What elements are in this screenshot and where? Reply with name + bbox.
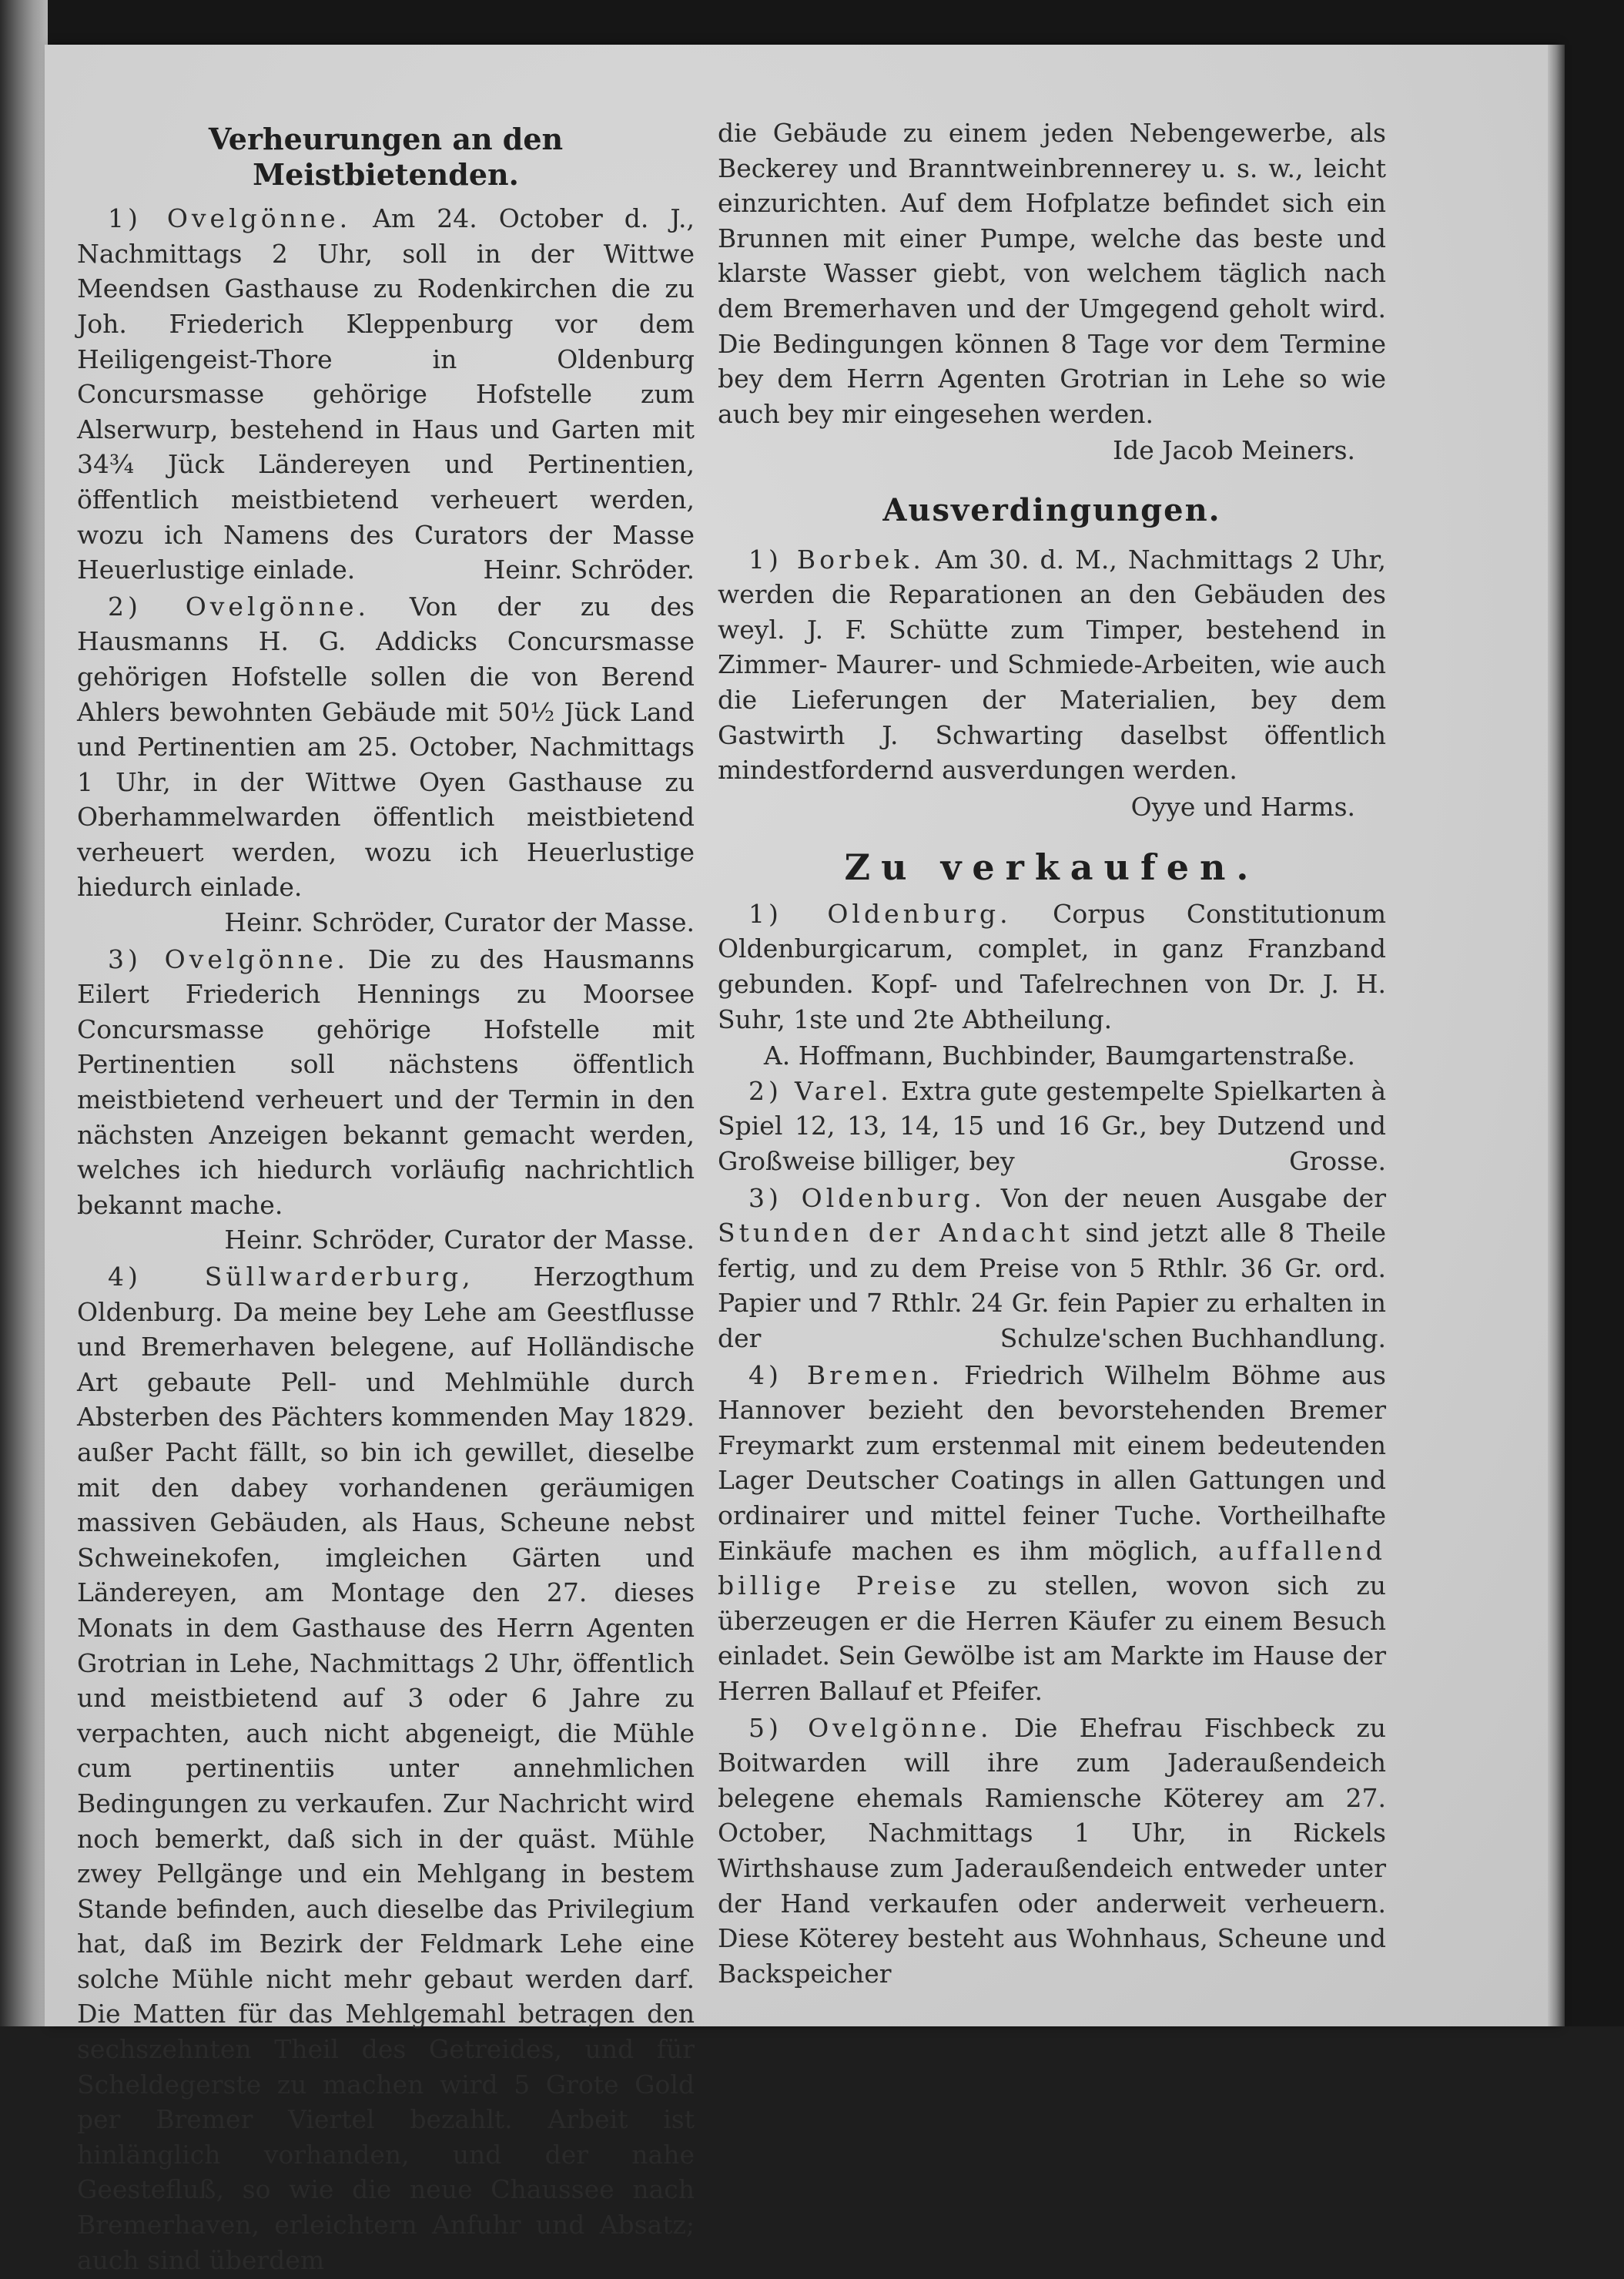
notice-text: Von der neuen Ausgabe der xyxy=(1000,1182,1386,1213)
sale-1 xyxy=(718,897,1386,1037)
notice-text: Die Ehefrau Fischbeck zu Boitwarden will ihre zum Jaderaußendeich belegene ehemals Ramiensche Köterey am 27. October, Nachmittags 1 Uhr, in Rickels Wirthshause zum Jaderaußendeich entweder unter der Hand verkaufen oder anderweit verheuern. Diese Köterey besteht aus Wohnhaus, Scheune und Backspeicher xyxy=(718,1712,1386,1989)
notice-text: Herzogthum Oldenburg. Da meine bey Lehe am Geestflusse und Bremerhaven belegene, auf Holländische Art gebaute Pell- und Mehlmühle durch Absterben des Pächters kommenden May 1829. außer Pacht fällt, so bin ich gewillet, dieselbe mit den dabey vorhandenen geräumigen massiven Gebäuden, als Haus, Scheune nebst Schweinekofen, imgleichen Gärten und Ländereyen, am Montage den 27. dieses Monats in dem Gasthause des Herrn Agenten Grotrian in Lehe, Nachmittags 2 Uhr, öffentlich und meistbietend auf 3 oder 6 Jahre zu verpachten, auch nicht abgeneigt, die Mühle cum pertinentiis unter annehmlichen Bedingungen zu verkaufen. Zur Nachricht wird noch bemerkt, daß sich in der quäst. Mühle zwey Pellgänge und ein Mehlgang in bestem Stande befinden, auch dieselbe das Privilegium hat, daß im Bezirk der Feldmark Lehe eine solche Mühle nicht mehr gebaut werden darf. Die Matten für das Mehlgemahl betragen den sechszehnten Theil des Getreides, und für Scheldegerste zu machen wird 5 Grote Gold per Bremer Viertel bezahlt. Arbeit ist hinlänglich vorhanden, und der nahe Geestefluß, so wie die neue Chaussee nach Bremerhaven, erleichtern Anfuhr und Absatz; auch sind überdem xyxy=(77,1262,695,2275)
notice-text: sind jetzt alle 8 Theile fertig, und zu dem Preise von 5 Rthlr. 36 Gr. ord. Papier und 7 Rthlr. 24 Gr. fein Papier zu erhalten in der xyxy=(718,1218,1386,1353)
notice-place: 1) Borbek. xyxy=(748,544,925,575)
notice-place: 4) Bremen. xyxy=(748,1359,943,1390)
sale-2 xyxy=(718,1074,1386,1179)
right-column xyxy=(718,116,1386,1992)
notice-4 xyxy=(77,1259,695,2277)
notice-place: 4) Süllwarderburg, xyxy=(108,1262,474,1292)
highlighted-title: Stunden der Andacht xyxy=(718,1218,1073,1248)
notice-signature: A. Hoffmann, Buchbinder, Baumgartenstraße. xyxy=(763,1041,1355,1071)
notice-place: 1) Oldenburg. xyxy=(748,898,1012,929)
sale-5 xyxy=(718,1711,1386,1992)
notice-place: 3) Ovelgönne. xyxy=(108,943,349,974)
notice-signature: Oyye und Harms. xyxy=(1130,791,1355,822)
notice-place: 2) Varel. xyxy=(748,1075,892,1106)
notice-text: Von der zu des Hausmanns H. G. Addicks Concursmasse gehörigen Hofstelle sollen die von Berend Ahlers bewohnten Gebäude mit 50½ Jück Land und Pertinentien am 25. October, Nachmittags 1 Uhr, in der Wittwe Oyen Gasthause zu Oberhammelwarden öffentlich meistbietend verheuert werden, wozu ich Heuerlustige hiedurch einlade. xyxy=(77,591,695,903)
notice-signature: Grosse. xyxy=(1289,1146,1386,1177)
notice-1 xyxy=(77,201,695,588)
notice-place: 1) Ovelgönne. xyxy=(108,203,352,234)
highlighted-phrase: auffallend billige Preise xyxy=(718,1535,1386,1601)
notice-text: Am 30. d. M., Nachmittags 2 Uhr, werden die Reparationen an den Gebäuden des weyl. J. F. Schütte zum Timper, bestehend in Zimmer- Maurer- und Schmiede-Arbeiten, wie auch die Lieferungen der Materialien, bey dem Gastwirth J. Schwarting daselbst öffentlich mindestfordernd ausverdungen werden. xyxy=(718,544,1386,786)
notice-text: Corpus Constitutionum Oldenburgicarum, complet, in ganz Franzband gebunden. Kopf- und Tafelrechnen von Dr. J. H. Suhr, 1ste und 2te Abtheilung. xyxy=(718,898,1386,1034)
notice-place: 2) Ovelgönne. xyxy=(108,591,370,622)
notice-signature: Heinr. Schröder, Curator der Masse. xyxy=(224,907,695,938)
left-column xyxy=(77,122,695,2279)
notice-place: 5) Ovelgönne. xyxy=(748,1712,993,1743)
notice-text: zu stellen, wovon sich zu überzeugen er die Herren Käufer zu einem Besuch einladet. Sein Gewölbe ist am Markte im Hause der Herren Ballauf et Pfeifer. xyxy=(718,1570,1387,1706)
ausverdingung-1 xyxy=(718,542,1386,788)
notice-text: Die zu des Hausmanns Eilert Friederich Hennings zu Moorsee Concursmasse gehörige Hofstelle mit Pertinentien soll nächstens öffentlich meistbietend verheuert und der Termin in den nächsten Anzeigen bekannt gemacht werden, welches ich hiedurch vorläufig nachrichtlich bekannt mache. xyxy=(77,943,695,1220)
section-heading-zu-verkaufen: Zu verkaufen. xyxy=(844,846,1260,889)
notice-text: Extra gute gestempelte Spielkarten à Spiel 12, 13, 14, 15 und 16 Gr., bey Dutzend und Großweise billiger, bey xyxy=(718,1075,1386,1177)
continuation-text xyxy=(718,116,1386,431)
notice-signature: Heinr. Schröder. xyxy=(483,555,695,585)
notice-3 xyxy=(77,942,695,1258)
notice-2 xyxy=(77,589,695,940)
page-fore-edge xyxy=(1548,45,1565,2026)
notice-signature: Heinr. Schröder, Curator der Masse. xyxy=(224,1225,695,1255)
notice-text: Am 24. October d. J., Nachmittags 2 Uhr, soll in der Wittwe Meendsen Gasthause zu Rodenkirchen die zu Joh. Friederich Kleppenburg vor dem Heiligengeist-Thore in Oldenburg Concursmasse gehörige Hofstelle zum Alserwurp, bestehend in Haus und Garten mit 34¾ Jück Ländereyen und Pertinentien, öffentlich meistbietend verheuert werden, wozu ich Namens des Curators der Masse Heuerlustige einlade. xyxy=(77,203,695,585)
sale-3 xyxy=(718,1181,1386,1356)
document-page xyxy=(45,45,1555,2275)
notice-signature: Schulze'schen Buchhandlung. xyxy=(1000,1323,1386,1353)
notice-text: Friedrich Wilhelm Böhme aus Hannover bezieht den bevorstehenden Bremer Freymarkt zum erstenmal mit einem bedeutenden Lager Deutscher Coatings in allen Gattungen und ordinairer und mittel feiner Tuche. Vortheilhafte Einkäufe machen es ihm möglich, xyxy=(718,1359,1386,1566)
section-heading-ausverdingungen: Ausverdingungen. xyxy=(882,491,1221,528)
notice-place: 3) Oldenburg. xyxy=(748,1182,986,1213)
notice-text: die Gebäude zu einem jeden Nebengewerbe, als Beckerey und Branntweinbrennerey u. s. w., leicht einzurichten. Auf dem Hofplatze befindet sich ein Brunnen mit einer Pumpe, welche das beste und klarste Wasser giebt, von welchem täglich nach dem Bremerhaven und der Umgegend geholt wird. Die Bedingungen können 8 Tage vor dem Termine bey dem Herrn Agenten Grotrian in Lehe so wie auch bey mir eingesehen werden. xyxy=(718,118,1386,429)
section-heading-verheurungen: Verheurungen an den Meistbietenden. xyxy=(208,122,564,192)
previous-page-edge xyxy=(0,0,48,2026)
sale-4 xyxy=(718,1358,1386,1709)
notice-signature: Ide Jacob Meiners. xyxy=(1113,435,1355,466)
